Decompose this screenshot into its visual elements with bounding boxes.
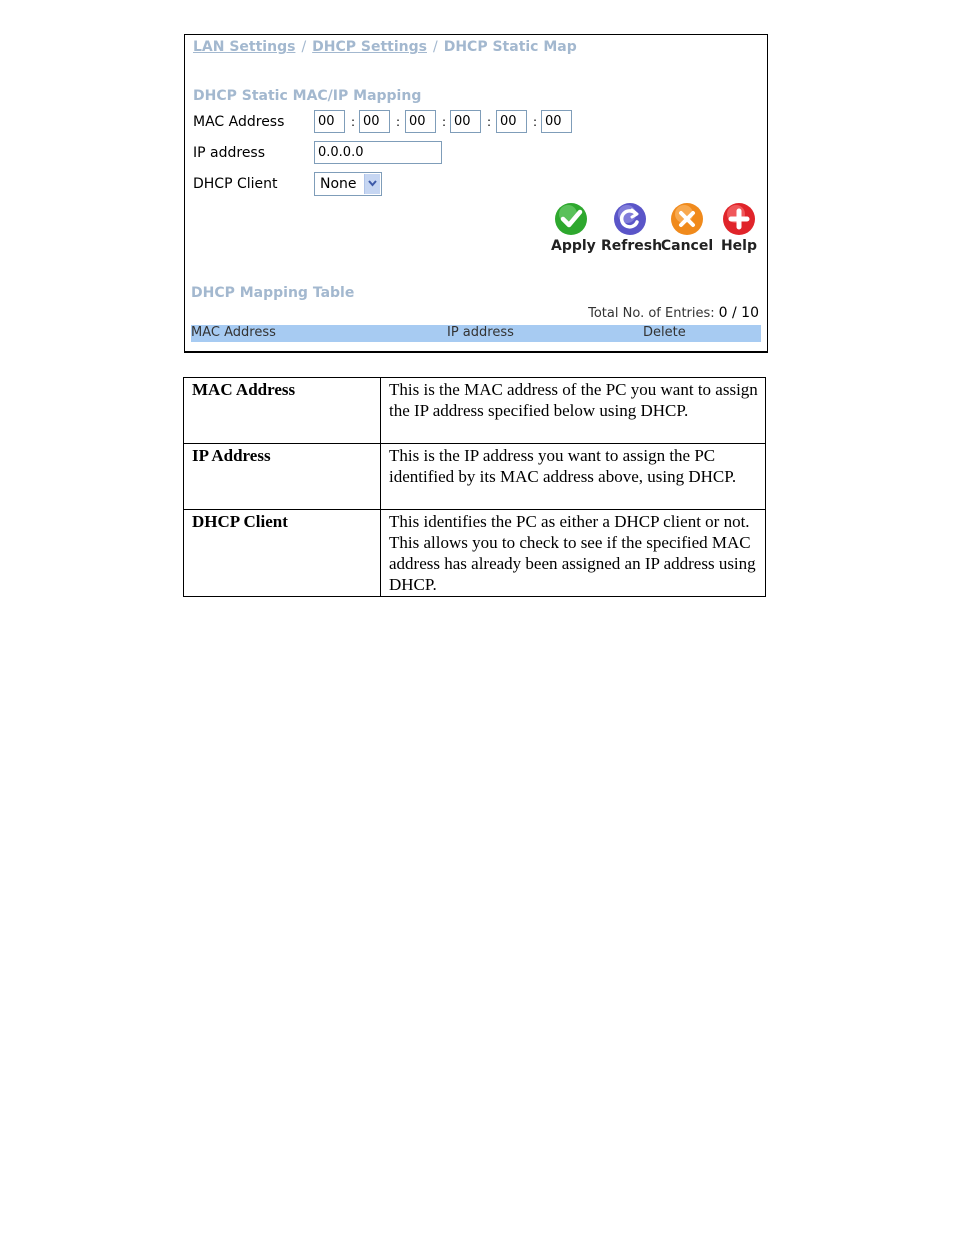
total-entries: [588, 305, 759, 321]
cancel-icon: [670, 202, 704, 236]
table-row: [184, 378, 766, 444]
table-row: [184, 444, 766, 510]
mac-octet-3-input[interactable]: [405, 110, 436, 133]
cancel-label: Cancel: [660, 238, 714, 254]
breadcrumb-lan-settings-link[interactable]: LAN Settings: [193, 39, 296, 55]
apply-button[interactable]: [551, 202, 596, 254]
term-cell: MAC Address: [184, 378, 381, 444]
ip-address-input[interactable]: [314, 141, 442, 164]
dhcp-static-map-panel: [184, 34, 768, 353]
column-header-mac-address: MAC Address: [191, 325, 276, 340]
mac-octet-6-input[interactable]: [541, 110, 572, 133]
mac-colon: :: [396, 115, 401, 129]
help-button[interactable]: [719, 202, 759, 254]
description-cell: This is the IP address you want to assign the PC identified by its MAC address above, using DHCP.: [381, 444, 766, 510]
term-cell: IP Address: [184, 444, 381, 510]
breadcrumb-current: DHCP Static Map: [443, 39, 577, 55]
mac-address-label: MAC Address: [193, 114, 285, 130]
mac-octet-1-input[interactable]: [314, 110, 345, 133]
column-header-delete: Delete: [643, 325, 686, 340]
checkmark-icon: [554, 202, 588, 236]
breadcrumb-separator: /: [433, 39, 438, 55]
mapping-table-header: [191, 325, 761, 342]
total-entries-label: Total No. of Entries:: [588, 306, 715, 321]
dhcp-client-selected-value: None: [320, 176, 357, 192]
refresh-button[interactable]: [601, 202, 663, 254]
mac-octet-2-input[interactable]: [359, 110, 390, 133]
refresh-label: Refresh: [601, 238, 663, 254]
column-header-ip-address: IP address: [447, 325, 514, 340]
breadcrumb-dhcp-settings-link[interactable]: DHCP Settings: [312, 39, 427, 55]
mac-octet-5-input[interactable]: [496, 110, 527, 133]
term-cell: DHCP Client: [184, 510, 381, 597]
mac-colon: :: [442, 115, 447, 129]
static-mapping-title: DHCP Static MAC/IP Mapping: [193, 88, 422, 104]
help-label: Help: [720, 238, 758, 254]
dhcp-client-label: DHCP Client: [193, 176, 278, 192]
mac-colon: :: [487, 115, 492, 129]
chevron-down-icon[interactable]: [364, 174, 380, 194]
breadcrumb: [193, 39, 577, 55]
ip-address-label: IP address: [193, 145, 266, 161]
mapping-table-title: DHCP Mapping Table: [191, 285, 355, 301]
apply-label: Apply: [551, 238, 596, 254]
cancel-button[interactable]: [659, 202, 715, 254]
description-cell: This identifies the PC as either a DHCP client or not. This allows you to check to see if the specified MAC address has already been assigned an IP address using DHCP.: [381, 510, 766, 597]
description-cell: This is the MAC address of the PC you want to assign the IP address specified below using DHCP.: [381, 378, 766, 444]
dhcp-client-select[interactable]: [314, 172, 382, 196]
mac-octet-4-input[interactable]: [450, 110, 481, 133]
mac-colon: :: [533, 115, 538, 129]
plus-help-icon: [722, 202, 756, 236]
refresh-icon: [613, 202, 647, 236]
mac-colon: :: [351, 115, 356, 129]
total-entries-count: 0 / 10: [718, 305, 759, 321]
table-row: [184, 510, 766, 597]
breadcrumb-separator: /: [301, 39, 307, 55]
field-description-table: [183, 377, 766, 597]
